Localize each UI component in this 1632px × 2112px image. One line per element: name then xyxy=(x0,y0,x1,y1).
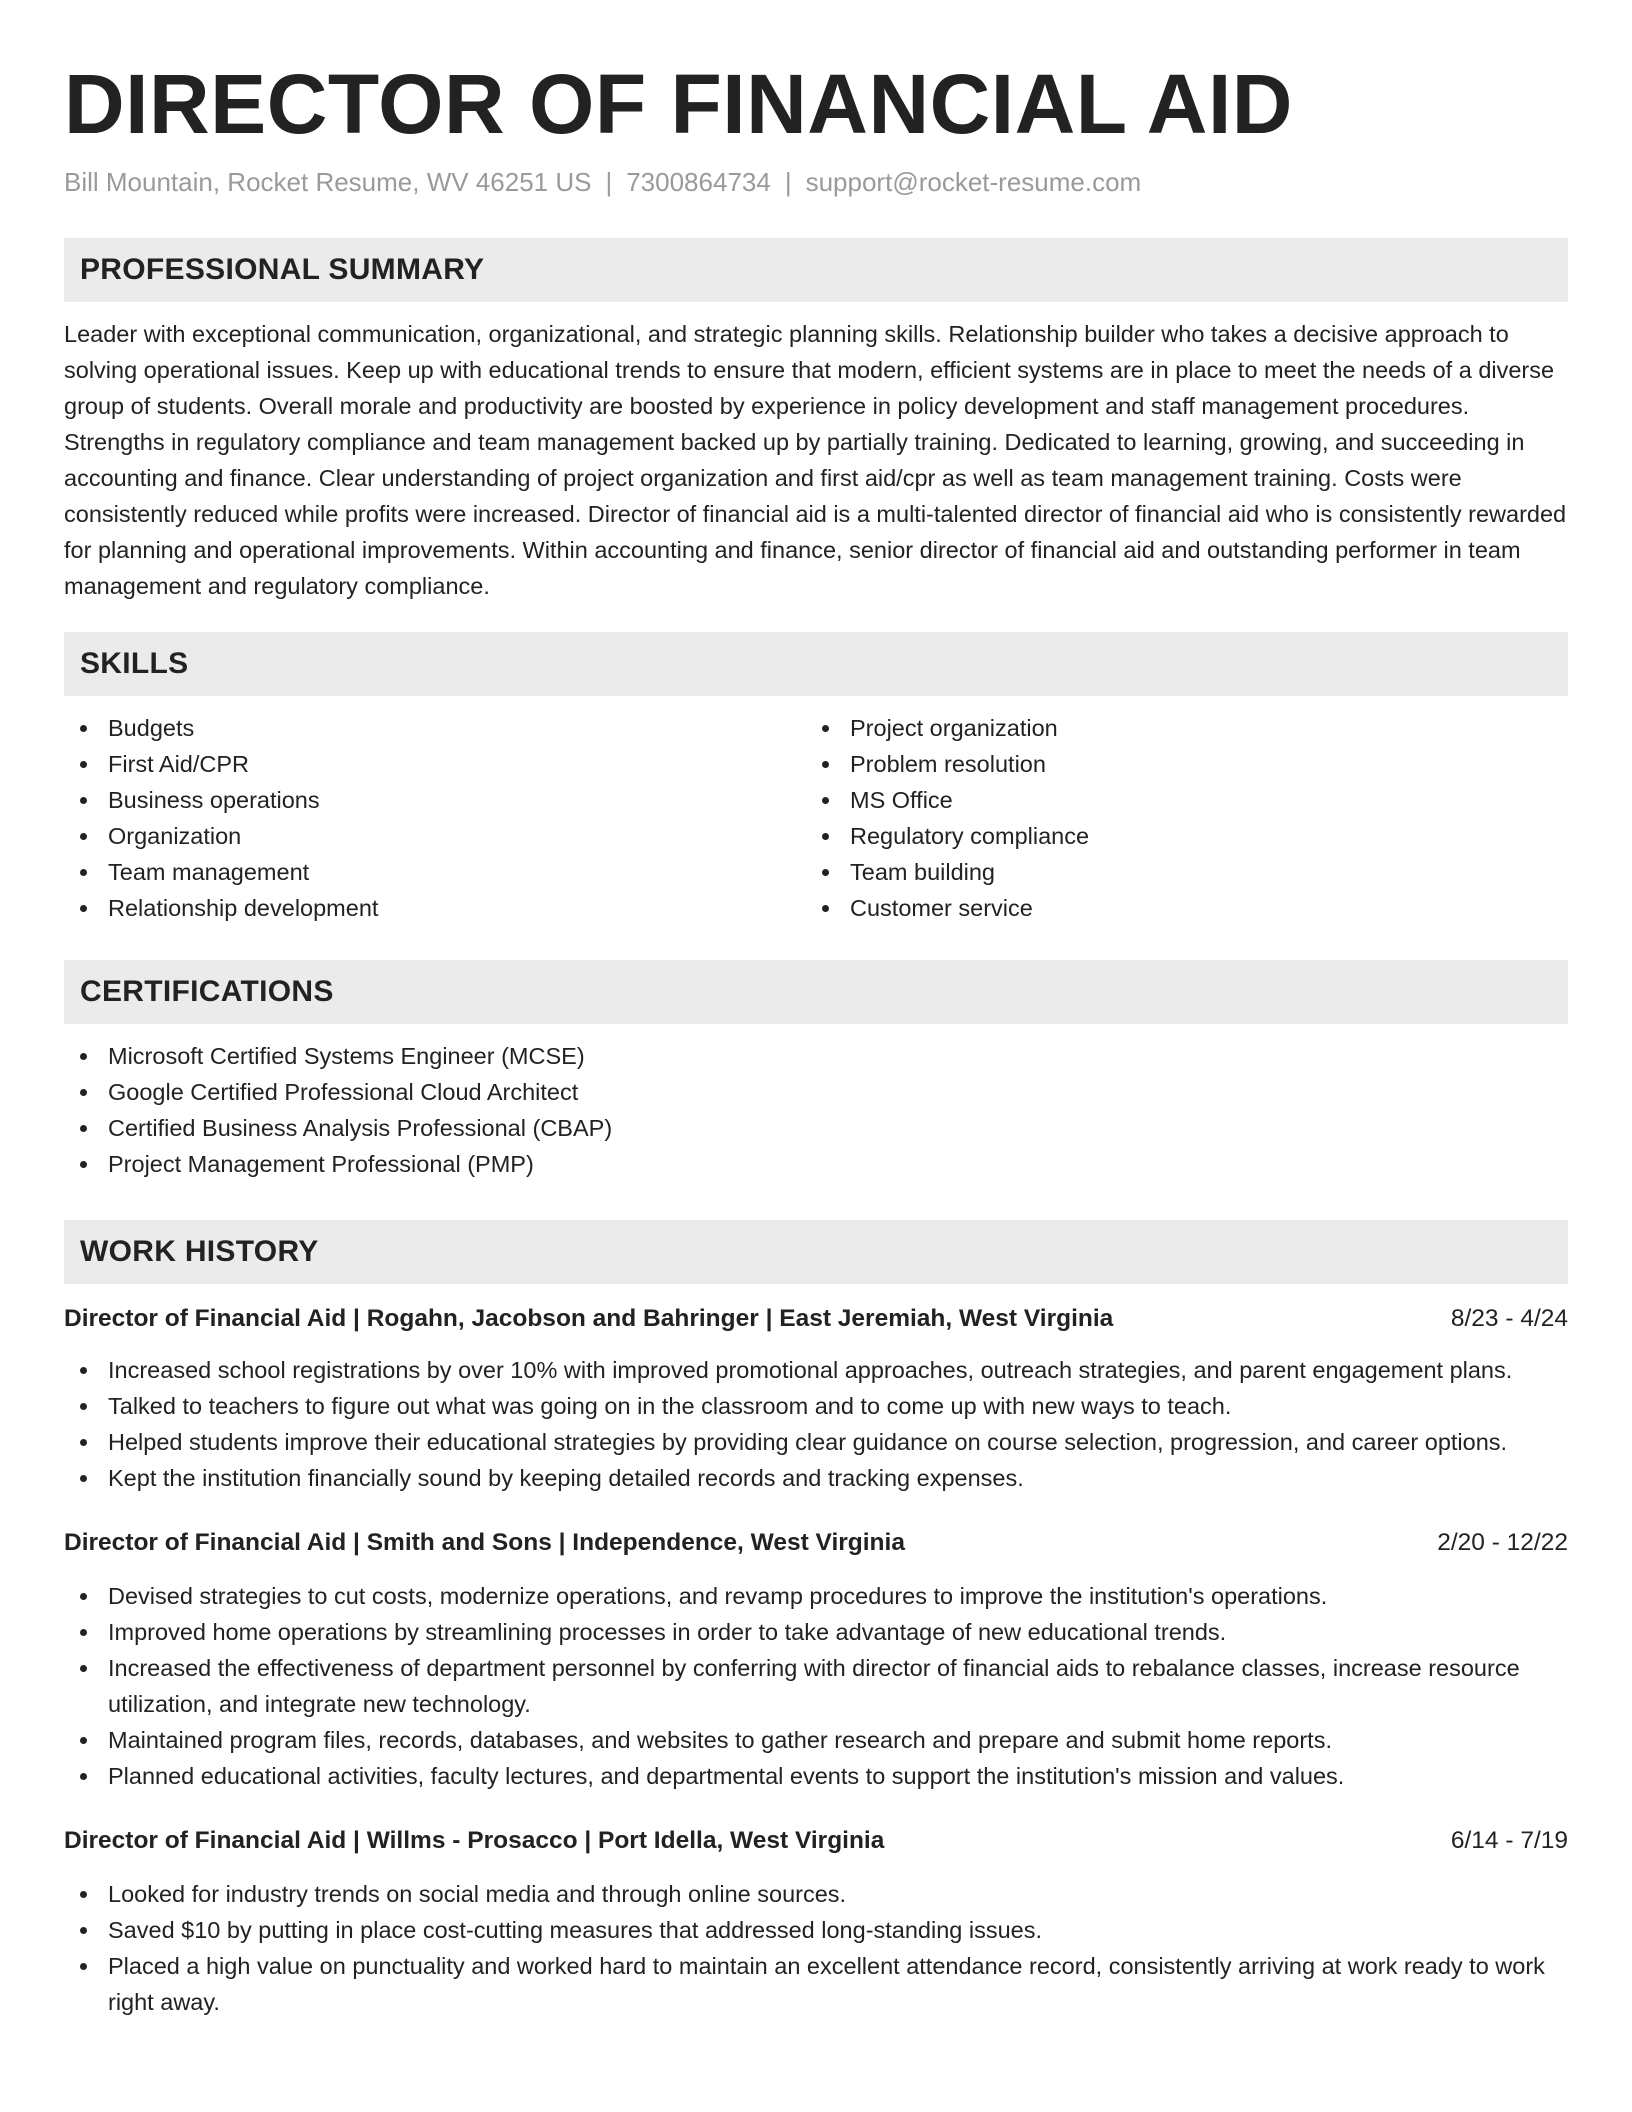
certification-item: Google Certified Professional Cloud Architect xyxy=(64,1074,1568,1110)
contact-address: Bill Mountain, Rocket Resume, WV 46251 US xyxy=(64,167,592,197)
job-bullet: Placed a high value on punctuality and worked hard to maintain an excellent attendance record, consistently arriving at work ready to work right away. xyxy=(64,1948,1568,2020)
job-bullet: Maintained program files, records, databases, and websites to gather research and prepare and submit home reports. xyxy=(64,1722,1568,1758)
job-dates: 8/23 - 4/24 xyxy=(1450,1305,1568,1332)
skills-heading: SKILLS xyxy=(64,632,1568,696)
skill-item: Regulatory compliance xyxy=(806,818,1548,854)
summary-heading: PROFESSIONAL SUMMARY xyxy=(64,238,1568,302)
job-bullet: Helped students improve their educational strategies by providing clear guidance on course selection, progression, and career options. xyxy=(64,1424,1568,1460)
skill-item: Budgets xyxy=(64,710,806,746)
job-entry xyxy=(64,1526,1568,1794)
job-bullet: Kept the institution financially sound by keeping detailed records and tracking expenses. xyxy=(64,1460,1568,1496)
skill-item: Project organization xyxy=(806,710,1548,746)
certifications-list xyxy=(64,1038,1568,1182)
job-dates: 6/14 - 7/19 xyxy=(1450,1827,1568,1854)
job-header xyxy=(64,1302,1568,1336)
skills-list xyxy=(64,710,1568,926)
job-entry xyxy=(64,1824,1568,2020)
job-header xyxy=(64,1526,1568,1560)
job-bullets xyxy=(64,1578,1568,1794)
job-bullet: Looked for industry trends on social media and through online sources. xyxy=(64,1876,1568,1912)
job-bullet: Saved $10 by putting in place cost-cutting measures that addressed long-standing issues. xyxy=(64,1912,1568,1948)
skill-item: Team building xyxy=(806,854,1548,890)
job-bullet: Talked to teachers to figure out what was going on in the classroom and to come up with new ways to teach. xyxy=(64,1388,1568,1424)
skill-item: Business operations xyxy=(64,782,806,818)
skill-item: Relationship development xyxy=(64,890,806,926)
job-bullet: Increased the effectiveness of department personnel by conferring with director of financial aids to rebalance classes, increase resource utilization, and integrate new technology. xyxy=(64,1650,1568,1722)
skill-item: Problem resolution xyxy=(806,746,1548,782)
job-bullet: Increased school registrations by over 10% with improved promotional approaches, outreach strategies, and parent engagement plans. xyxy=(64,1352,1568,1388)
contact-separator: | xyxy=(605,167,613,197)
contact-phone: 7300864734 xyxy=(626,167,771,197)
contact-email: support@rocket-resume.com xyxy=(805,167,1142,197)
job-header xyxy=(64,1824,1568,1858)
job-title: Director of Financial Aid | Smith and Sons | Independence, West Virginia xyxy=(64,1529,905,1556)
certification-item: Microsoft Certified Systems Engineer (MCSE) xyxy=(64,1038,1568,1074)
summary-text: Leader with exceptional communication, organizational, and strategic planning skills. Relationship builder who takes a decisive approach to solving operational issues. Keep up with educational trends to ensure that modern, efficient systems are in place to meet the needs of a diverse group of students. Overall morale and productivity are boosted by experience in policy development and staff management procedures. Strengths in regulatory compliance and team management backed up by partially training. Dedicated to learning, growing, and succeeding in accounting and finance. Clear understanding of project organization and first aid/cpr as well as team management training. Costs were consistently reduced while profits were increased. Director of financial aid is a multi-talented director of financial aid who is consistently rewarded for planning and operational improvements. Within accounting and finance, senior director of financial aid and outstanding performer in team management and regulatory compliance. xyxy=(64,321,1567,599)
job-bullet: Improved home operations by streamlining processes in order to take advantage of new educational trends. xyxy=(64,1614,1568,1650)
resume-content xyxy=(64,0,1568,2020)
job-bullets xyxy=(64,1352,1568,1496)
contact-line xyxy=(64,166,1568,198)
certification-item: Project Management Professional (PMP) xyxy=(64,1146,1568,1182)
skill-item: Organization xyxy=(64,818,806,854)
job-bullets xyxy=(64,1876,1568,2020)
skills-column-right xyxy=(806,710,1548,926)
job-bullet: Devised strategies to cut costs, modernize operations, and revamp procedures to improve the institution's operations. xyxy=(64,1578,1568,1614)
skill-item: MS Office xyxy=(806,782,1548,818)
certification-item: Certified Business Analysis Professional (CBAP) xyxy=(64,1110,1568,1146)
job-dates: 2/20 - 12/22 xyxy=(1437,1529,1568,1556)
skill-item: First Aid/CPR xyxy=(64,746,806,782)
resume-title: DIRECTOR OF FINANCIAL AID xyxy=(64,57,1293,151)
skills-column-left xyxy=(64,710,806,926)
contact-separator: | xyxy=(784,167,792,197)
job-bullet: Planned educational activities, faculty lectures, and departmental events to support the institution's mission and values. xyxy=(64,1758,1568,1794)
job-entry xyxy=(64,1302,1568,1496)
work-history-heading: WORK HISTORY xyxy=(64,1220,1568,1284)
job-title: Director of Financial Aid | Rogahn, Jacobson and Bahringer | East Jeremiah, West Virginia xyxy=(64,1305,1114,1332)
certifications-heading: CERTIFICATIONS xyxy=(64,960,1568,1024)
job-title: Director of Financial Aid | Willms - Prosacco | Port Idella, West Virginia xyxy=(64,1827,885,1854)
skill-item: Customer service xyxy=(806,890,1548,926)
skill-item: Team management xyxy=(64,854,806,890)
